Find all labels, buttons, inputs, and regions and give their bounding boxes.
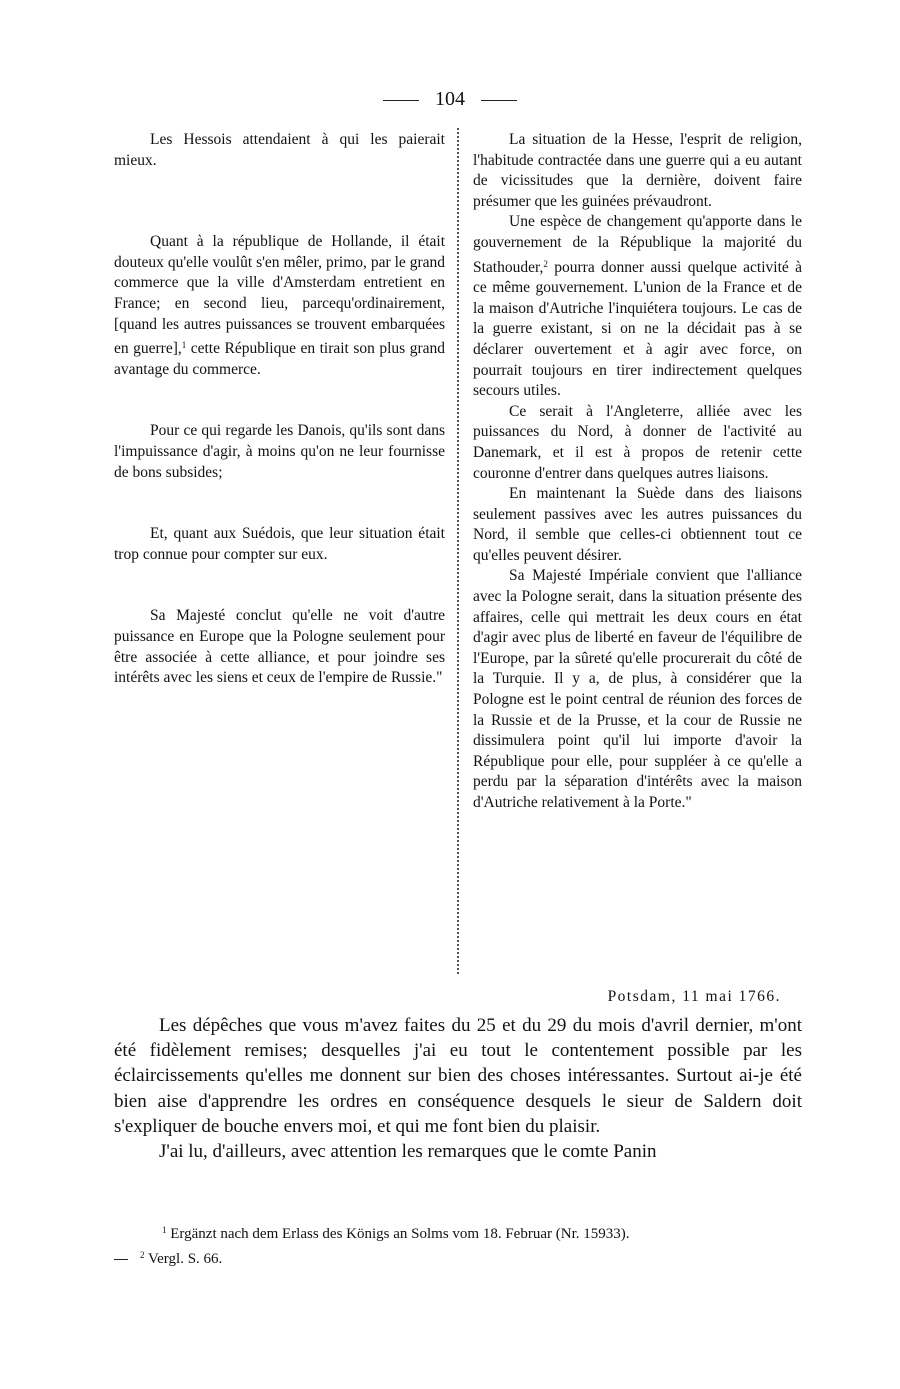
page-number bbox=[0, 88, 900, 111]
left-column bbox=[114, 130, 445, 689]
footnote-2 bbox=[114, 1245, 814, 1270]
footnotes bbox=[114, 1220, 814, 1270]
left-paragraph-swedes: Et, quant aux Suédois, que leur situation était trop connue pour compter sur eux. bbox=[114, 525, 445, 563]
footnote-1-mark: 1 bbox=[162, 1225, 167, 1235]
footnote-2-mark: 2 bbox=[140, 1250, 145, 1260]
left-paragraph-conclusion: Sa Majesté conclut qu'elle ne voit d'autre puissance en Europe que la Pologne seulement pour être associée à cette alliance, et pour joindre ses intérêts avec les siens et ceux de l'empire de Russie." bbox=[114, 607, 445, 687]
dateline: Potsdam, 11 mai 1766. bbox=[607, 988, 781, 1005]
right-paragraph-republic-part-a: Une espèce de changement qu'apporte dans le gouvernement de la République la majorité du Stathouder, bbox=[473, 213, 802, 276]
column-divider bbox=[457, 128, 459, 974]
footnote-ref-1: 1 bbox=[181, 340, 187, 351]
left-paragraph-hesse: Les Hessois attendaient à qui les paierait mieux. bbox=[114, 131, 445, 169]
footnote-1-text: Ergänzt nach dem Erlass des Königs an Solms vom 18. Februar (Nr. 15933). bbox=[166, 1226, 630, 1242]
page-number-right-rule bbox=[481, 100, 517, 101]
right-column bbox=[473, 130, 802, 814]
page-number-text: 104 bbox=[435, 88, 465, 110]
left-paragraph-holland-part-a: Quant à la république de Hollande, il était douteux qu'elle voulût s'en mêler, primo, par le grand commerce que la ville d'Amsterdam entretient en France; en second lieu, parcequ'ordinairement, [quand les autres puissances se trouvent embarquées en guerre], bbox=[114, 233, 445, 358]
right-paragraph-hesse: La situation de la Hesse, l'esprit de religion, l'habitude contractée dans une guerre qui a eu autant de vicissitudes que la dernière, doivent faire présumer que les guinées prévaudront. bbox=[473, 131, 802, 210]
left-paragraph-danes: Pour ce qui regarde les Danois, qu'ils sont dans l'impuissance d'agir, à moins qu'on ne leur fournisse de bons subsides; bbox=[114, 422, 445, 481]
right-paragraph-republic-part-b: pourra donner aussi quelque activité à ce même gouvernement. L'union de la France et de la maison d'Autriche l'inquiétera toujours. Le cas de la guerre existant, si on ne la décidait pas à se déclarer ouvertement et à agir avec force, on pourrait toujours en tirer indirectement quelques secours utiles. bbox=[473, 258, 802, 400]
body-paragraph-2: J'ai lu, d'ailleurs, avec attention les remarques que le comte Panin bbox=[159, 1141, 657, 1163]
page-number-left-rule bbox=[383, 100, 419, 101]
right-paragraph-republic bbox=[473, 212, 802, 401]
right-paragraph-conclusion: Sa Majesté Impériale convient que l'alliance avec la Pologne serait, dans la situation présente des affaires, celle qui mettrait les deux cours en état d'agir avec plus de liberté en faveur de l'équilibre de l'Europe, par la sûreté qu'elle procurerait du côté de la Turquie. Il y a, de plus, à considérer que la Pologne est le point central de réunion des forces de la Russie et de la Prusse, et la cour de Russie ne dissimulera point qu'il lui importe d'avoir la République pour elle, pour suppléer à ce qu'elle a perdu par la séparation d'intérêts avec la maison d'Autriche relativement à la Porte." bbox=[473, 567, 802, 811]
left-paragraph-holland bbox=[114, 232, 445, 380]
body-paragraph-1: Les dépêches que vous m'avez faites du 25 et du 29 du mois d'avril dernier, m'ont été fidèlement remises; desquelles j'ai eu tout le contentement possible par les éclaircissements qu'elles me donnent sur bien des choses intéressantes. Surtout ai-je été bien aise d'apprendre les ordres en conséquence desquels le sieur de Saldern doit s'expliquer de bouche envers moi, et qui me font bien du plaisir. bbox=[114, 1015, 802, 1137]
right-paragraph-sweden: En maintenant la Suède dans des liaisons seulement passives avec les autres puissances du Nord, il semble que celles-ci obtiennent tout ce qu'elles peuvent désirer. bbox=[473, 485, 802, 564]
footnote-1 bbox=[114, 1220, 814, 1245]
footnote-2-text: Vergl. S. 66. bbox=[144, 1251, 223, 1267]
footnote-ref-2: 2 bbox=[543, 258, 548, 269]
footnote-dash bbox=[114, 1259, 128, 1260]
letter-body bbox=[114, 1013, 802, 1164]
left-paragraph-holland-part-b: cette République en tirait son plus grand avantage du commerce. bbox=[114, 340, 445, 378]
right-paragraph-england: Ce serait à l'Angleterre, alliée avec les puissances du Nord, à donner de l'activité au Danemark, et il est à propos de retenir cette couronne d'entrer dans quelques autres liaisons. bbox=[473, 402, 802, 482]
